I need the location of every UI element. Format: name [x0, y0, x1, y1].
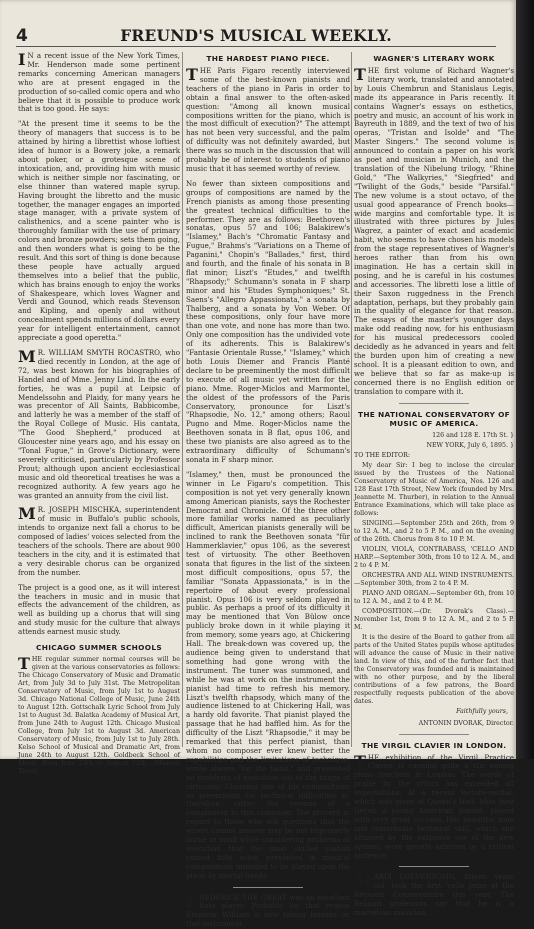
- drop-cap: M: [18, 504, 36, 524]
- letter-piano-organ: PIANO AND ORGAN.—September 6th, from 10 to 12 A. M., and 2 to 4 P. M.: [354, 589, 514, 605]
- header-rule: [16, 46, 496, 47]
- letter-strings: VIOLIN, VIOLA, CONTRABASS, 'CELLO AND HARP.—September 30th, from 10 to 12 A. M., and 2 to 4 P. M.: [354, 545, 515, 569]
- page-number: 4: [16, 26, 28, 46]
- column-right: [354, 52, 515, 918]
- page-header: [16, 26, 496, 48]
- separator: [399, 866, 469, 867]
- drop-cap: M: [354, 871, 372, 891]
- separator: [233, 887, 303, 888]
- column-divider: [351, 52, 352, 747]
- heading-summer-schools: CHICAGO SUMMER SCHOOLS: [36, 643, 162, 653]
- article-figaro-list: No fewer than sixteen compositions and groups of compositions are named by the French pianists as among those presenting the greatest technical difficulties to the performer. They are as follows: Beethoven's sonatas, opus 57 and 106; Balakirew's "Islamey," Bach's "Chromatic Fantasy and Fugue," Brahms's "Variations on a Theme of Paganini," Chopin's "Ballades," first, third and fourth, and the finale of his sonata in B flat minor; Liszt's "Etudes," and twelfth "Rhapsody;" Schumann's sonata in F sharp minor and his "Etudes Symphoniques;" St. Saens's "Allegro Appassionata," a sonata by Thalberg, and a sonata by Von Weber. Of these compositions, only four have more than one vote, and none has more than two. Only one composition has the undivided vote of its adherents. This is Balakirew's "Fantasie Orientale Russe," "Islamey," which both Louis Diemer and Francis Planté declare to be preeminently the most difficult to execute of all music yet written for the piano. Mme. Roger-Miclos and Marmontel, the oldest of the professors of the Paris Conservatory, pronounce for Liszt's "Rhapsodie, No. 12," among others; Raoul Pugno and Mme. Roger-Miclos name the Beethoven sonata in B flat, opus 106, and these two pianists are also agreed as to the extraordinary difficulty of Schumann's sonata in F sharp minor.: [186, 178, 350, 464]
- heading-national-conservatory: THE NATIONAL CONSERVATORY OF MUSIC OF AMERICA.: [357, 409, 511, 428]
- column-middle: [186, 52, 350, 929]
- article-figaro: THE Paris Figaro recently interviewed some of the best-known pianists and teachers of the piano in Paris in order to obtain a final answer to the often-asked question: "Among all known musical compositions written for the piano, which is the most difficult of execution?" The attempt has not been very successful, and the palm of difficulty was not definitely awarded, but there was so much in the discussion that will probably be of interest to students of piano music that it has seemed worthy of review.: [186, 65, 350, 173]
- letter-body-1: My dear Sir: I beg to inclose the circular issued by the Trustees of the National Conservatory of Music of America, Nos. 126 and 128 East 17th Street, New York (founded by Mrs. Jeannette M. Thurber), in relation to the Annual Entrance Examinations, which will take place as follows:: [354, 461, 514, 517]
- letter-composition: COMPOSITION.—(Dr. Dvorak's Class).—November 1st, from 9 to 12 A. M., and 2 to 5 P. M.: [354, 607, 514, 631]
- heading-virgil-clavier: THE VIRGIL CLAVIER IN LONDON.: [361, 740, 507, 750]
- letter-body-2: It is the desire of the Board to gather from all parts of the United States pupils whose aptitudes will advance the cause of Music in their native land. In view of this, and of the further fact that the Conservatory was founded and is maintained with no other purpose, and by the liberal contributions of a few patrons, the Board respectfully requests publication of the above dates.: [354, 633, 514, 705]
- column-divider: [182, 52, 183, 747]
- drop-cap: T: [354, 65, 366, 84]
- drop-cap: T: [18, 654, 30, 674]
- column-left: [18, 50, 180, 776]
- article-virgil-clavier: THE exhibition of the Virgil Practice Clavier is causing quite a stir among piano teachers in London. The words of praise by the critics has exceeded all expectations. At a recent lecture-recital, which was given at Queen's Hall, Miss Inez Geyer, a young American pianist, played with very great success. Her beautiful tone and remarkable technical skill, which she attained by the exclusive use of the new system, were greatly admired by a critical audience.: [354, 751, 514, 860]
- article-rocastro: M R. WILLIAM SMYTH ROCASTRO, who died recently in London, at the age of 72, was best known for his biographies of Handel and of Mme. Jenny Lind. In the early forties, he was a pupil at Leipsic of Mendelssohn and Plaidy, for many years he was precentor of All Saints, Babbicombe, and latterly he was a member of the staff of the Royal College of Music. His cantata, "The Good Shepherd," produced at Gloucester nine years ago, and his essay on "Tonal Fugue," in Grove's Dictionary, were severely criticised, particularly by Professor Prout; although upon ancient ecclesiastical music and old theoretical treatises he was a recognized authority. A few years ago he was granted an annuity from the civil list.: [18, 347, 180, 500]
- masthead: FREUND'S MUSICAL WEEKLY.: [120, 26, 392, 45]
- letter-orchestra: ORCHESTRA AND ALL WIND INSTRUMENTS.—September 30th, from 2 to 4 P. M.: [354, 571, 514, 587]
- article-henderson: I N a recent issue of the New York Times, Mr. Henderson made some pertinent remarks concerning American managers who are at present engaged in the production of so-called comic opera and who believe that it is possible to produce work that is too good. He says:: [18, 50, 180, 114]
- letter-signature: ANTONIN DVORAK, Director.: [418, 719, 514, 727]
- article-summer-schools: THE regular summer normal courses will be given at the various conservatories as follows: The Chicago Conservatory of Music and Dramatic Art, from July 3d to July 31st. The Metropolitan Conservatory of Music, from July 1st to August 3d. Chicago National College of Music, June 24th to August 12th. Gottschalk Lyric School from July 1st to August 3d. Balatka Academy of Musical Art, from June 24th to August 12th. Chicago Musical College, from July 1st to August 3d. American Conservatory of Music, from July 1st to July 28th. Kelso School of Musical and Dramatic Art, from June 24th to August 12th. Goldbeck School of Music, from June 24th to August 12th.—Musical Times.: [18, 654, 180, 776]
- heading-hardest-piano-piece: THE HARDEST PIANO PIECE.: [206, 54, 330, 63]
- letter-address-1: 126 and 128 E. 17th St. }: [432, 431, 514, 439]
- letter-singing: SINGING.—September 25th and 26th, from 9 to 12 A. M., and 2 to 5 P. M., and on the evening of the 26th. Chorus from 8 to 10 P. M.: [354, 519, 514, 543]
- drop-cap: T: [186, 65, 198, 84]
- separator: [399, 403, 469, 404]
- article-mischka: M R. JOSEPH MISCHKA, superintendent of music in Buffalo's public schools, intends to organize next fall a chorus to be composed of ladies' voices selected from the teachers of the schools. There are about 900 teachers in the city, and it is estimated that a very desirable chorus can be organized from the number.: [18, 504, 180, 577]
- article-mischka-cont: The project is a good one, as it will interest the teachers in music and in music that effects the advancement of the children, as well as building up a chorus that will sing and study music for the culture that always attends earnest music study.: [18, 582, 180, 637]
- article-loevensohn: MARIX LOEVENSOHN, fifteen years old, took the first 'cello prize at the Brussels Conservatoire this year. The Belgian professors say that he is a marvelous musician.: [354, 871, 514, 918]
- separator: [399, 734, 469, 735]
- drop-cap: F: [186, 891, 198, 911]
- heading-wagner: WAGNER'S LITERARY WORK: [373, 54, 495, 63]
- article-frederick: FREDERICK THE GREAT was an excellent flute player. Probably for that reason Emperor William is now taking lessons on that instrument.: [186, 891, 350, 929]
- page-edge-shadow: [516, 0, 534, 759]
- article-wagner: THE first volume of Richard Wagner's literary work, translated and annotated by Louis Chembrun and Stanislaus Legis, made its appearance in Paris recently. It contains Wagner's essays on esthetics, poetry and music, an account of his work in Bayreuth in 1889, and the text of two of his operas, "Tristan and Isolde" and "The Master Singers." The second volume is announced to contain a paper on his work as poet and musician in Munich, and the translation of the Nibelung trilogy, "Rhine Gold," "The Walkyries," "Siegfried" and "Twilight of the Gods," beside "Parsifal." The new volume is a stout octavo, of the usual good appearance of French books—wide margins and comfortable type. It is illustrated with three pictures by Jules Wagrez, a painter of exact and academic habit, who seems to have chosen his models from the stage representatives of Wagner's heroes rather than from his own imagination. He has a certain skill in posing, and he is careful in his costumes and accessories. The libretti lose a little of their Saxon ruggedness in the French adaptation, perhaps, but they probably gain in the quality of elegance for that reason. The essays of the master's younger days make odd reading now, for his enthusiasm for his musical predecessors cooled decidedly as he advanced in years and felt the burden upon him of creating a new school. It is a pleasant edition to own, and we believe that so far as make-up is concerned there is no English edition or translation to compare with it.: [354, 65, 514, 396]
- article-figaro-islamey: "Islamey," then, must be pronounced the winner in Le Figaro's competition. This composition is not yet very generally known among American pianists, says the Rochester Democrat and Chronicle. Of the three other more familiar works named as peculiarly difficult, American pianists generally will be inclined to rank the Beethoven sonata "für Hammerklavier," opus 106, as the severest test of virtuosity. The other Beethoven sonata that figures in the list of the sixteen most difficult compositions, opus 57, the familiar "Sonata Appassionata," is in the repertoire of about every professional pianist. Opus 106 is very seldom played in public. As perhaps a proof of its difficulty it may be mentioned that Von Bülow once publicly broke down in it while playing it from memory, some years ago, at Chickering Hall. The break-down was covered up, the audience being given to understand that something had gone wrong with the instrument. The tuner was summoned, and while he was at work on the instrument the pianist had time to refresh his memory. Liszt's twelfth rhapsody, which many of the audience listened to at Chickering Hall, was a hardy old favorite. That pianist played the passage that he had baffled him. As for the difficulty of the Liszt "Rhapsodie," it may be remarked that this perfect pianist, than whom no composer ever knew better the capabilities and the limitations of technique, wrote always "for the hand," and presented no problems of execution out of the range of virtuosity. Claiming one of his compositions as preeminent for technical difficulties is, therefore, rather the reverse of a compliment to this composer. The proverb in regard to those who ask questions that the wisest cannot answer may be not improperly borne in mind while considering problems of execution that the most skilled pianist cannot fully solve, presented in musical compositions intended to be played upon the piano by mortal hands.: [186, 469, 350, 880]
- drop-cap: T: [354, 751, 366, 771]
- letter-address-2: NEW YORK, July 6, 1895. }: [426, 441, 514, 449]
- letter-salutation: TO THE EDITOR:: [354, 451, 411, 459]
- drop-cap: M: [18, 347, 36, 366]
- article-henderson-quote: "At the present time it seems to be the theory of managers that success is to be attained by hiring a librettist whose loftiest idea of humor is a Bowery joke, a remark about poker, or a grotesque scene of intoxication, and, providing him with music which is neither simple nor fascinating, or else thinner than watered maple syrup. Having brought the libretto and the music together, the manager engages an imported stage manager, with a private system of calisthenics, and a scene painter who is thoroughly familiar with the use of primary colors and bronze powders; sets them going, and then wonders what is going to be the result. And this sort of thing is done because these people have actually argued themselves into a belief that the public, which has brains enough to enjoy the works of Shakespeare, which loves Wagner and Verdi and Gounod, which reads Stevenson and Kipling, and openly and without concealment spends millions of dollars every year for intelligent entertainment, cannot appreciate a good operetta.": [18, 119, 180, 343]
- drop-cap: I: [18, 50, 26, 69]
- letter-closing: Faithfully yours,: [456, 707, 508, 715]
